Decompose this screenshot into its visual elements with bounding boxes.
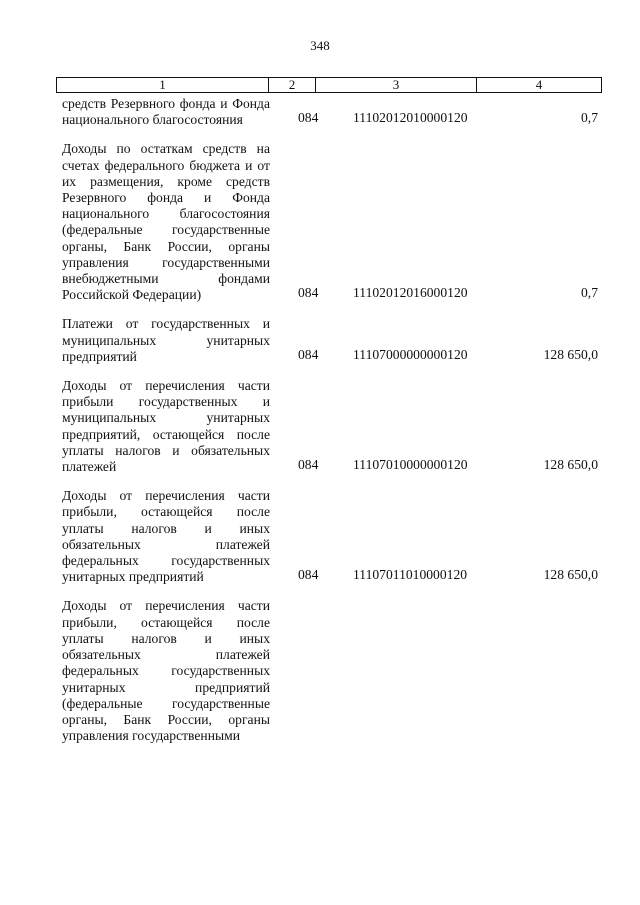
column-header-1: 1	[57, 78, 269, 93]
row-admin-code: 084	[298, 285, 319, 301]
row-budget-code: 11102012010000120	[353, 110, 468, 126]
row-description: средств Резервного фонда и Фонда национального благосостояния	[62, 96, 270, 128]
row-admin-code: 084	[298, 110, 319, 126]
row-amount: 128 650,0	[543, 346, 598, 362]
table-row	[56, 96, 602, 128]
row-description: Доходы от перечисления части прибыли, остающейся после уплаты налогов и иных обязательных платежей федеральных государственных унитарных предприятий	[62, 488, 270, 585]
row-budget-code: 11107000000000120	[353, 346, 468, 362]
row-description: Доходы по остаткам средств на счетах федерального бюджета и от их размещения, кроме средств Резервного фонда и Фонда национального благосостояния (федеральные государственные органы, Банк России, органы управления государственными внебюджетными фондами Российской Федерации)	[62, 141, 270, 303]
row-admin-code: 084	[298, 346, 319, 362]
row-admin-code: 084	[298, 567, 319, 583]
row-description: Доходы от перечисления части прибыли, остающейся после уплаты налогов и иных обязательных платежей федеральных государственных унитарных предприятий (федеральные государственные органы, Банк России, органы управления государственными	[62, 598, 270, 744]
table-row	[56, 488, 602, 585]
row-description: Доходы от перечисления части прибыли государственных и муниципальных унитарных предприятий, остающейся после уплаты налогов и обязательных платежей	[62, 378, 270, 475]
column-header-3: 3	[316, 78, 477, 93]
table-row	[56, 598, 602, 744]
row-budget-code: 11102012016000120	[353, 285, 468, 301]
row-amount: 128 650,0	[543, 567, 598, 583]
row-budget-code: 11107011010000120	[353, 567, 468, 583]
table-row	[56, 378, 602, 475]
column-header-table	[56, 77, 602, 93]
table-row	[56, 316, 602, 365]
column-header-2: 2	[269, 78, 316, 93]
table-row	[56, 141, 602, 303]
row-admin-code: 084	[298, 457, 319, 473]
row-budget-code: 11107010000000120	[353, 457, 468, 473]
page-number: 348	[310, 38, 330, 53]
row-amount: 128 650,0	[543, 457, 598, 473]
column-header-4: 4	[477, 78, 602, 93]
row-amount: 0,7	[581, 110, 598, 126]
table-body	[56, 96, 602, 757]
row-description: Платежи от государственных и муниципальных унитарных предприятий	[62, 316, 270, 364]
row-amount: 0,7	[581, 285, 598, 301]
column-header-row	[57, 78, 602, 93]
